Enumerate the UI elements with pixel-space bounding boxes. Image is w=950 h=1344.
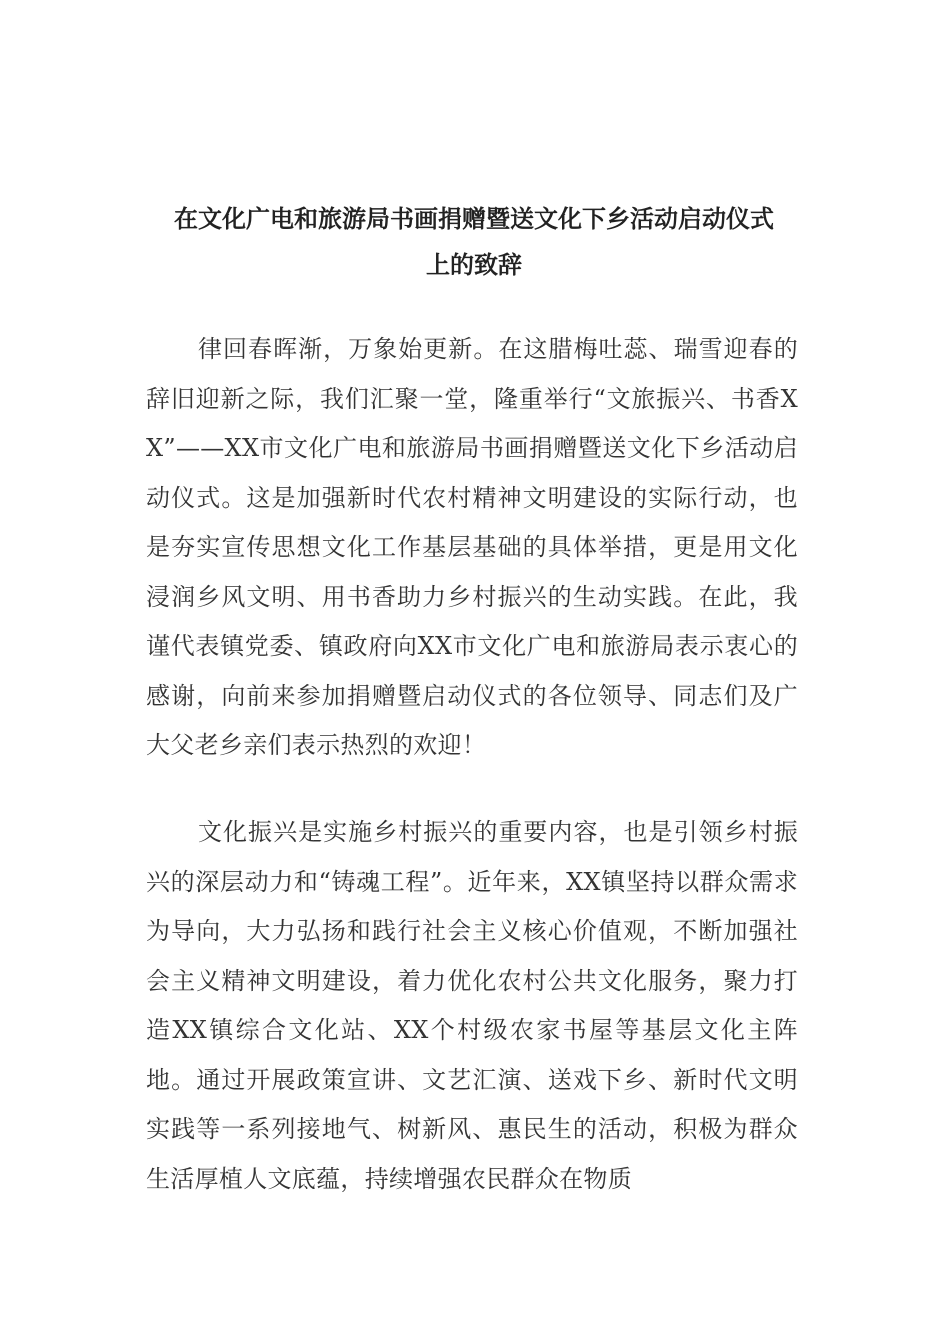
paragraph-2: 文化振兴是实施乡村振兴的重要内容，也是引领乡村振兴的深层动力和“铸魂工程”。近年来，XX镇坚持以群众需求为导向，大力弘扬和践行社会主义核心价值观，不断加强社会主义精神文明建设，着力优化农村公共文化服务，聚力打造XX镇综合文化站、XX个村级农家书屋等基层文化主阵地。通过开展政策宣讲、文艺汇演、送戏下乡、新时代文明实践等一系列接地气、树新风、惠民生的活动，积极为群众生活厚植人文底蕴，持续增强农民群众在物质 xyxy=(146,818,798,1193)
document-title xyxy=(148,196,800,288)
title-line-2: 上的致辞 xyxy=(426,250,522,279)
title-line-1: 在文化广电和旅游局书画捐赠暨送文化下乡活动启动仪式 xyxy=(174,204,774,233)
paragraph-1: 律回春晖渐，万象始更新。在这腊梅吐蕊、瑞雪迎春的辞旧迎新之际，我们汇聚一堂，隆重举行“文旅振兴、书香XX”——XX市文化广电和旅游局书画捐赠暨送文化下乡活动启动仪式。这是加强新时代农村精神文明建设的实际行动，也是夯实宣传思想文化工作基层基础的具体举措，更是用文化浸润乡风文明、用书香助力乡村振兴的生动实践。在此，我谨代表镇党委、镇政府向XX市文化广电和旅游局表示衷心的感谢，向前来参加捐赠暨启动仪式的各位领导、同志们及广大父老乡亲们表示热烈的欢迎！ xyxy=(146,335,798,759)
